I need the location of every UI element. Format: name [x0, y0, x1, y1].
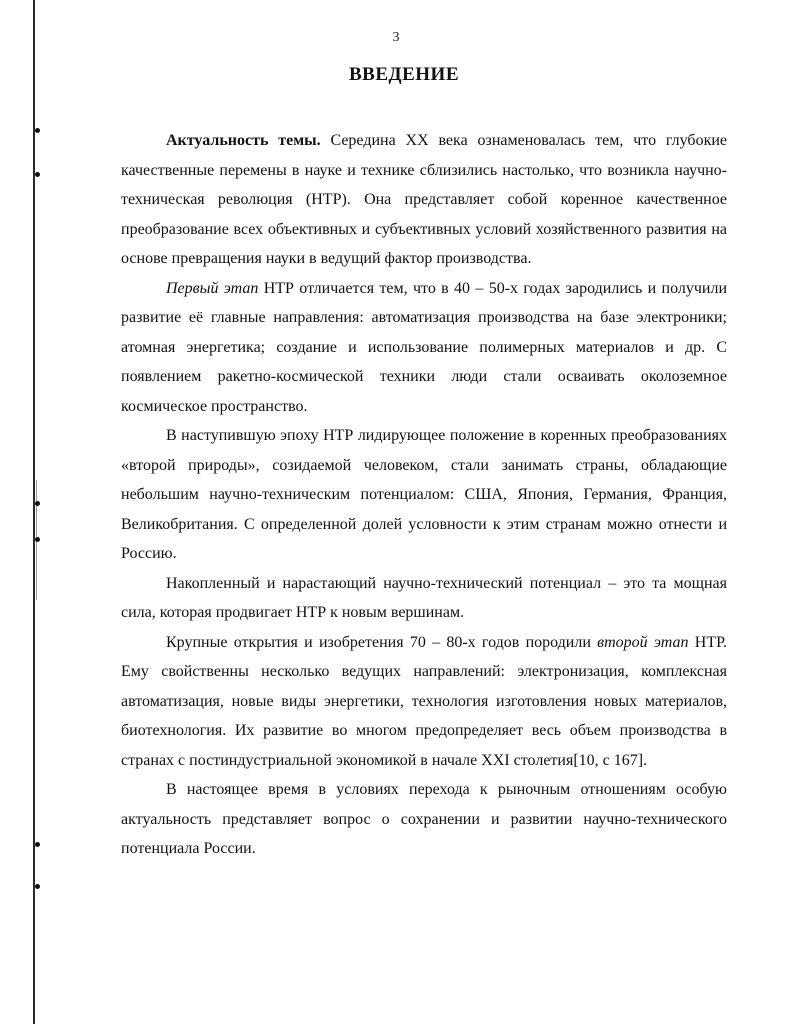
scan-artifact-dot	[35, 842, 40, 847]
paragraph-first-stage	[121, 274, 727, 422]
document-body	[121, 126, 727, 864]
paragraph-text: Крупные открытия и изобретения 70 – 80-х годов породили	[166, 633, 598, 651]
scan-artifact-dot	[35, 172, 40, 177]
scan-artifact-dot	[35, 884, 40, 889]
paragraph-text: Середина XX века ознаменовалась тем, что глубокие качественные перемены в науке и технике сблизились настолько, что возникла научно-техническая революция (НТР). Она представляет собой коренное качественное преобразование всех объективных и субъективных условий хозяйственного развития на основе превращения науки в ведущий фактор производства.	[121, 132, 727, 267]
paragraph-text: НТР отличается тем, что в 40 – 50-х годах зародились и получили развитие её главные направления: автоматизация производства на базе электроники; атомная энергетика; создание и использование полимерных материалов и др. С появлением ракетно-космической техники люди стали осваивать околоземное космическое пространство.	[121, 279, 728, 415]
paragraph-second-stage	[121, 628, 727, 776]
scan-artifact-dot	[35, 501, 40, 506]
paragraph-relevance	[121, 126, 727, 274]
page-number: 3	[392, 30, 400, 45]
emphasis-text: второй этап	[597, 633, 689, 651]
paragraph-leading-countries: В наступившую эпоху НТР лидирующее положение в коренных преобразованиях «второй природы», созидаемой человеком, стали занимать страны, обладающие небольшим научно-техническим потенциалом: США, Япония, Германия, Франция, Великобритания. С определенной долей условности к этим странам можно отнести и Россию.	[121, 427, 727, 562]
paragraph-potential: Накопленный и нарастающий научно-технический потенциал – это та мощная сила, которая продвигает НТР к новым вершинам.	[121, 574, 727, 621]
emphasis-text: Первый этап	[166, 279, 259, 297]
paragraph-lead-heading: Актуальность темы.	[166, 132, 321, 149]
paragraph-text: НТР. Ему свойственны несколько ведущих направлений: электронизация, комплексная автоматизация, новые виды энергетики, технология изготовления новых материалов, биотехнология. Их развитие во многом предопределяет весь объем производства в странах с постиндустриальной экономикой в начале XXI столетия[10, с 167].	[121, 633, 728, 769]
scan-edge-line	[33, 0, 35, 1024]
scan-artifact-dot	[35, 128, 40, 133]
page-title: ВВЕДЕНИЕ	[349, 64, 459, 85]
paragraph-current-relevance: В настоящее время в условиях перехода к рыночным отношениям особую актуальность представляет вопрос о сохранении и развитии научно-технического потенциала России.	[121, 781, 727, 857]
scan-artifact-dot	[35, 537, 40, 542]
